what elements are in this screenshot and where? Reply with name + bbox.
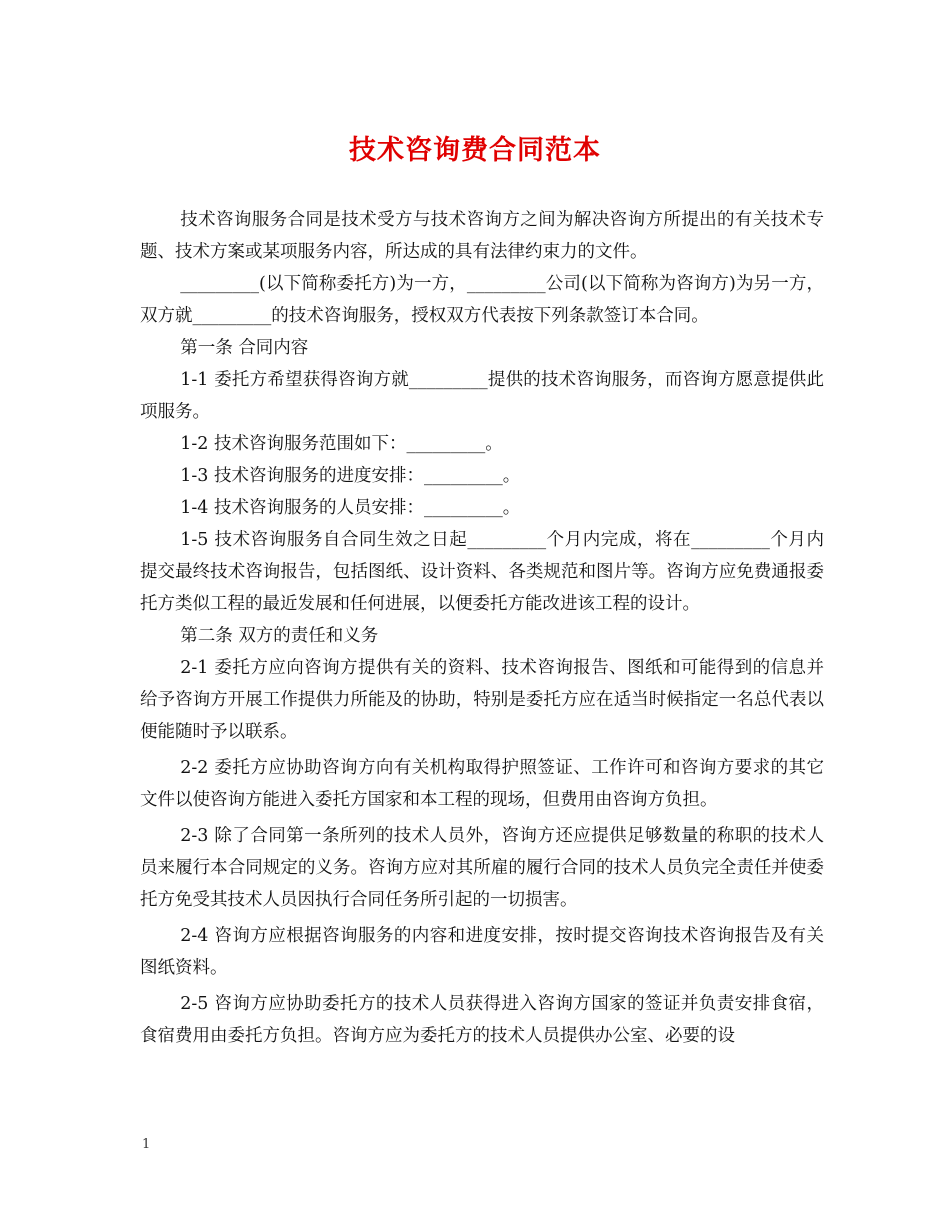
article-1-heading: 第一条 合同内容 <box>180 338 309 358</box>
page-number: 1 <box>142 1137 151 1152</box>
document-title: 技术咨询费合同范本 <box>349 135 601 166</box>
clause-2-5: 2-5 咨询方应协助委托方的技术人员获得进入咨询方国家的签证并负责安排食宿，食宿费用由委托方负担。咨询方应为委托方的技术人员提供办公室、必要的设 <box>140 994 824 1046</box>
clause-2-4: 2-4 咨询方应根据咨询服务的内容和进度安排，按时提交咨询技术咨询报告及有关图纸资料。 <box>140 926 824 978</box>
clause-1-3: 1-3 技术咨询服务的进度安排：_________。 <box>180 466 521 486</box>
parties-paragraph: _________(以下简称委托方)为一方，_________公司(以下简称为咨询方)为另一方，双方就_________的技术咨询服务，授权双方代表按下列条款签订本合同。 <box>140 274 824 326</box>
clause-1-1: 1-1 委托方希望获得咨询方就_________提供的技术咨询服务，而咨询方愿意提供此项服务。 <box>140 370 824 422</box>
document-body <box>140 204 824 1052</box>
clause-1-5: 1-5 技术咨询服务自合同生效之日起_________个月内完成，将在_________个月内提交最终技术咨询报告，包括图纸、设计资料、各类规范和图片等。咨询方应免费通报委托方类似工程的最近发展和任何进展，以便委托方能改进该工程的设计。 <box>140 530 824 614</box>
clause-2-3: 2-3 除了合同第一条所列的技术人员外，咨询方还应提供足够数量的称职的技术人员来履行本合同规定的义务。咨询方应对其所雇的履行合同的技术人员负完全责任并使委托方免受其技术人员因执行合同任务所引起的一切损害。 <box>140 826 824 910</box>
clause-2-1: 2-1 委托方应向咨询方提供有关的资料、技术咨询报告、图纸和可能得到的信息并给予咨询方开展工作提供力所能及的协助，特别是委托方应在适当时候指定一名总代表以便能随时予以联系。 <box>140 658 824 742</box>
clause-1-4: 1-4 技术咨询服务的人员安排：_________。 <box>180 498 521 518</box>
clause-1-2: 1-2 技术咨询服务范围如下：_________。 <box>180 434 503 454</box>
article-2-heading: 第二条 双方的责任和义务 <box>180 626 379 646</box>
intro-paragraph: 技术咨询服务合同是技术受方与技术咨询方之间为解决咨询方所提出的有关技术专题、技术方案或某项服务内容，所达成的具有法律约束力的文件。 <box>140 210 824 262</box>
clause-2-2: 2-2 委托方应协助咨询方向有关机构取得护照签证、工作许可和咨询方要求的其它文件以使咨询方能进入委托方国家和本工程的现场，但费用由咨询方负担。 <box>140 758 824 810</box>
